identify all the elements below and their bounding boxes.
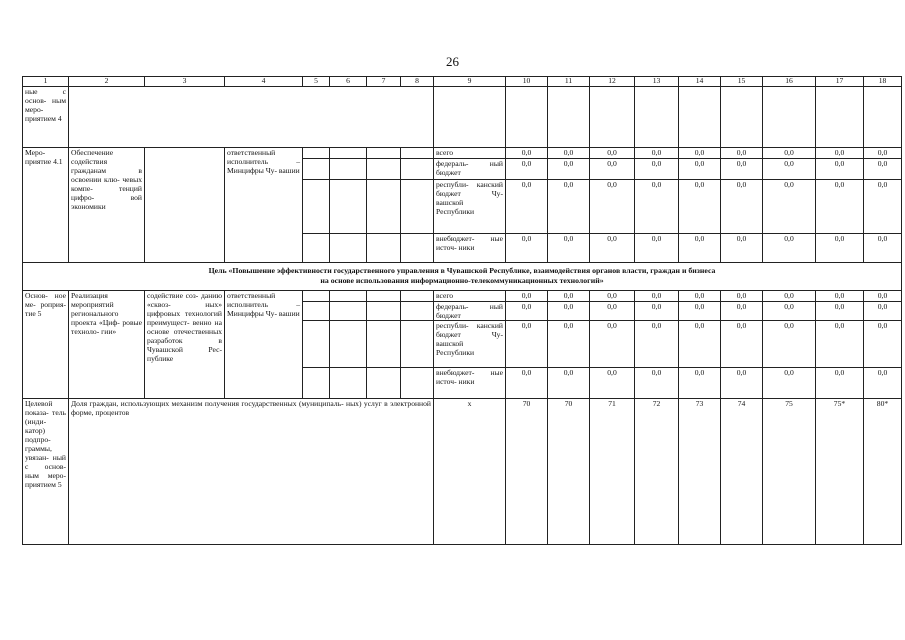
indicator-value: 75*: [816, 399, 864, 545]
goal-row: [23, 263, 902, 291]
measure4-code-cell: [330, 148, 367, 159]
measure4-code-cell: [367, 234, 401, 263]
measure5-value: 0,0: [548, 321, 590, 368]
column-number: 16: [763, 77, 816, 87]
column-number: 3: [145, 77, 225, 87]
measure4-value: 0,0: [679, 180, 721, 234]
measure5-name: Реализация мероприятий регионального проекта «Циф- ровые техноло- гии»: [69, 291, 145, 399]
measure4-value: 0,0: [721, 180, 763, 234]
measure5-value: 0,0: [506, 368, 548, 399]
measure5-value: 0,0: [506, 302, 548, 321]
measure4-value: 0,0: [590, 148, 635, 159]
measure5-code-cell: [401, 302, 434, 321]
measure4-code-cell: [330, 159, 367, 180]
measure4-code-cell: [330, 234, 367, 263]
measure4-value: 0,0: [635, 234, 679, 263]
goal-line-2: на основе использования информационно-телекоммуникационных технологий»: [320, 276, 604, 285]
continuation-empty: [548, 87, 590, 148]
measure4-value: 0,0: [635, 159, 679, 180]
column-number: 5: [303, 77, 330, 87]
measure4-value: 0,0: [635, 180, 679, 234]
measure4-value: 0,0: [864, 159, 902, 180]
measure4-value: 0,0: [763, 234, 816, 263]
measure5-value: 0,0: [679, 321, 721, 368]
column-number: 4: [225, 77, 303, 87]
measure5-value: 0,0: [679, 291, 721, 302]
measure5-executor: ответственный исполнитель – Минцифры Чу- вашии: [225, 291, 303, 399]
measure5-value: 0,0: [864, 291, 902, 302]
measure4-executor: ответственный исполнитель – Минцифры Чу- вашии: [225, 148, 303, 263]
measure5-code-cell: [367, 321, 401, 368]
measure4-value: 0,0: [864, 234, 902, 263]
measure4-funding-source: федераль- ный бюджет: [434, 159, 506, 180]
continuation-row: [23, 87, 902, 148]
continuation-empty: [635, 87, 679, 148]
measure5-code-cell: [367, 291, 401, 302]
measure5-value: 0,0: [721, 368, 763, 399]
measure5-value: 0,0: [548, 368, 590, 399]
measure4-code-cell: [367, 180, 401, 234]
continuation-empty: [590, 87, 635, 148]
measure4-value: 0,0: [763, 148, 816, 159]
measure4-value: 0,0: [816, 180, 864, 234]
measure4-value: 0,0: [763, 159, 816, 180]
measure4-code-cell: [330, 180, 367, 234]
measure5-code-cell: [401, 321, 434, 368]
measure5-value: 0,0: [548, 291, 590, 302]
measure4-value: 0,0: [679, 234, 721, 263]
measure4-value: 0,0: [548, 180, 590, 234]
continuation-empty: [763, 87, 816, 148]
measure4-row: [23, 148, 902, 159]
measure4-value: 0,0: [506, 159, 548, 180]
measure5-value: 0,0: [763, 321, 816, 368]
continuation-empty: [506, 87, 548, 148]
column-number: 8: [401, 77, 434, 87]
column-number: 2: [69, 77, 145, 87]
column-number: 14: [679, 77, 721, 87]
measure5-funding-source: федераль- ный бюджет: [434, 302, 506, 321]
indicator-row: [23, 399, 902, 545]
measure5-code-cell: [303, 291, 330, 302]
continuation-empty: [679, 87, 721, 148]
measure5-value: 0,0: [721, 302, 763, 321]
measure4-funding-source: республи- канский бюджет Чу- вашской Республики: [434, 180, 506, 234]
measure5-value: 0,0: [635, 368, 679, 399]
continuation-empty: [816, 87, 864, 148]
column-number: 17: [816, 77, 864, 87]
measure4-value: 0,0: [679, 148, 721, 159]
measure5-code-cell: [330, 321, 367, 368]
measure5-code-cell: [401, 368, 434, 399]
measure5-code: Основ- ное ме- роприя- тие 5: [23, 291, 69, 399]
measure5-value: 0,0: [721, 291, 763, 302]
measure4-value: 0,0: [763, 180, 816, 234]
measure5-code-cell: [330, 302, 367, 321]
measure4-code-cell: [401, 234, 434, 263]
measure5-value: 0,0: [590, 368, 635, 399]
continuation-empty: [69, 87, 434, 148]
page-number: 26: [446, 54, 459, 69]
measure4-code-cell: [401, 159, 434, 180]
measure4-value: 0,0: [548, 234, 590, 263]
measure5-code-cell: [303, 368, 330, 399]
measure5-goal: содействие соз- данию «сквоз- ных» цифровых технологий преимущест- венно на основе отечественных разработок в Чувашской Рес- публике: [145, 291, 225, 399]
measure5-value: 0,0: [721, 321, 763, 368]
measure4-value: 0,0: [590, 234, 635, 263]
column-number: 7: [367, 77, 401, 87]
measure5-value: 0,0: [548, 302, 590, 321]
measure4-value: 0,0: [679, 159, 721, 180]
measure4-code-cell: [303, 180, 330, 234]
measure5-value: 0,0: [864, 302, 902, 321]
measure4-value: 0,0: [590, 180, 635, 234]
indicator-value: 80*: [864, 399, 902, 545]
measure5-value: 0,0: [635, 291, 679, 302]
measure5-code-cell: [401, 291, 434, 302]
continuation-label: ные с основ- ным меро- приятием 4: [23, 87, 69, 148]
measure5-code-cell: [303, 321, 330, 368]
column-number: 15: [721, 77, 763, 87]
measure4-code-cell: [401, 148, 434, 159]
measure5-value: 0,0: [506, 291, 548, 302]
measure4-code-cell: [367, 159, 401, 180]
measure4-funding-source: внебюджет- ные источ- ники: [434, 234, 506, 263]
measure4-value: 0,0: [548, 148, 590, 159]
measure5-value: 0,0: [635, 302, 679, 321]
measure5-value: 0,0: [679, 368, 721, 399]
measure4-code-cell: [303, 148, 330, 159]
indicator-text: Доля граждан, использующих механизм получения государственных (муниципаль- ных) услуг в электронной форме, процентов: [69, 399, 434, 545]
column-number: 10: [506, 77, 548, 87]
measure4-value: 0,0: [721, 159, 763, 180]
column-number: 12: [590, 77, 635, 87]
measure4-value: 0,0: [864, 148, 902, 159]
measure5-code-cell: [303, 302, 330, 321]
measure5-funding-source: республи- канский бюджет Чу- вашской Республики: [434, 321, 506, 368]
goal-line-1: Цель «Повышение эффективности государственного управления в Чувашской Республике, взаимодействия органов власти, граждан и бизнеса: [208, 266, 716, 275]
measure5-value: 0,0: [635, 321, 679, 368]
measure5-value: 0,0: [763, 291, 816, 302]
indicator-value: 70: [506, 399, 548, 545]
indicator-value: 74: [721, 399, 763, 545]
measure5-code-cell: [367, 368, 401, 399]
measure4-value: 0,0: [721, 148, 763, 159]
indicator-value: 72: [635, 399, 679, 545]
program-table: [22, 76, 902, 545]
measure4-value: 0,0: [864, 180, 902, 234]
measure5-funding-source: внебюджет- ные источ- ники: [434, 368, 506, 399]
measure4-code-cell: [401, 180, 434, 234]
measure4-goal: [145, 148, 225, 263]
indicator-value: 75: [763, 399, 816, 545]
measure5-code-cell: [367, 302, 401, 321]
indicator-value: 70: [548, 399, 590, 545]
column-number: 18: [864, 77, 902, 87]
measure5-value: 0,0: [506, 321, 548, 368]
measure4-value: 0,0: [635, 148, 679, 159]
column-number: 6: [330, 77, 367, 87]
continuation-empty: [721, 87, 763, 148]
measure5-value: 0,0: [864, 321, 902, 368]
column-number: 13: [635, 77, 679, 87]
measure5-value: 0,0: [763, 368, 816, 399]
continuation-empty: [864, 87, 902, 148]
measure4-value: 0,0: [721, 234, 763, 263]
measure4-code-cell: [303, 159, 330, 180]
indicator-value: 71: [590, 399, 635, 545]
measure5-funding-source: всего: [434, 291, 506, 302]
measure4-code: Меро- приятие 4.1: [23, 148, 69, 263]
indicator-label: Целевой показа- тель (инди- катор) подпро- граммы, увязан- ный с основ- ным меро- приятием 5: [23, 399, 69, 545]
measure5-row: [23, 291, 902, 302]
measure5-code-cell: [330, 368, 367, 399]
measure4-code-cell: [303, 234, 330, 263]
measure4-value: 0,0: [548, 159, 590, 180]
measure4-value: 0,0: [506, 148, 548, 159]
measure5-value: 0,0: [816, 321, 864, 368]
measure5-value: 0,0: [590, 321, 635, 368]
measure5-value: 0,0: [590, 302, 635, 321]
continuation-empty: [434, 87, 506, 148]
measure4-value: 0,0: [506, 234, 548, 263]
column-number: 11: [548, 77, 590, 87]
measure4-value: 0,0: [590, 159, 635, 180]
measure5-code-cell: [330, 291, 367, 302]
measure4-value: 0,0: [816, 148, 864, 159]
measure4-funding-source: всего: [434, 148, 506, 159]
measure5-value: 0,0: [816, 302, 864, 321]
indicator-unit: х: [434, 399, 506, 545]
measure4-code-cell: [367, 148, 401, 159]
measure4-name: Обеспечение содействия гражданам в освоении клю- чевых компе- тенций цифро- вой экономики: [69, 148, 145, 263]
goal-text: [23, 263, 902, 291]
measure4-value: 0,0: [506, 180, 548, 234]
measure5-value: 0,0: [816, 291, 864, 302]
measure4-value: 0,0: [816, 234, 864, 263]
column-number: 1: [23, 77, 69, 87]
measure5-value: 0,0: [864, 368, 902, 399]
column-number-row: [23, 77, 902, 87]
measure5-value: 0,0: [679, 302, 721, 321]
indicator-value: 73: [679, 399, 721, 545]
measure5-value: 0,0: [590, 291, 635, 302]
measure5-value: 0,0: [763, 302, 816, 321]
measure4-value: 0,0: [816, 159, 864, 180]
measure5-value: 0,0: [816, 368, 864, 399]
column-number: 9: [434, 77, 506, 87]
